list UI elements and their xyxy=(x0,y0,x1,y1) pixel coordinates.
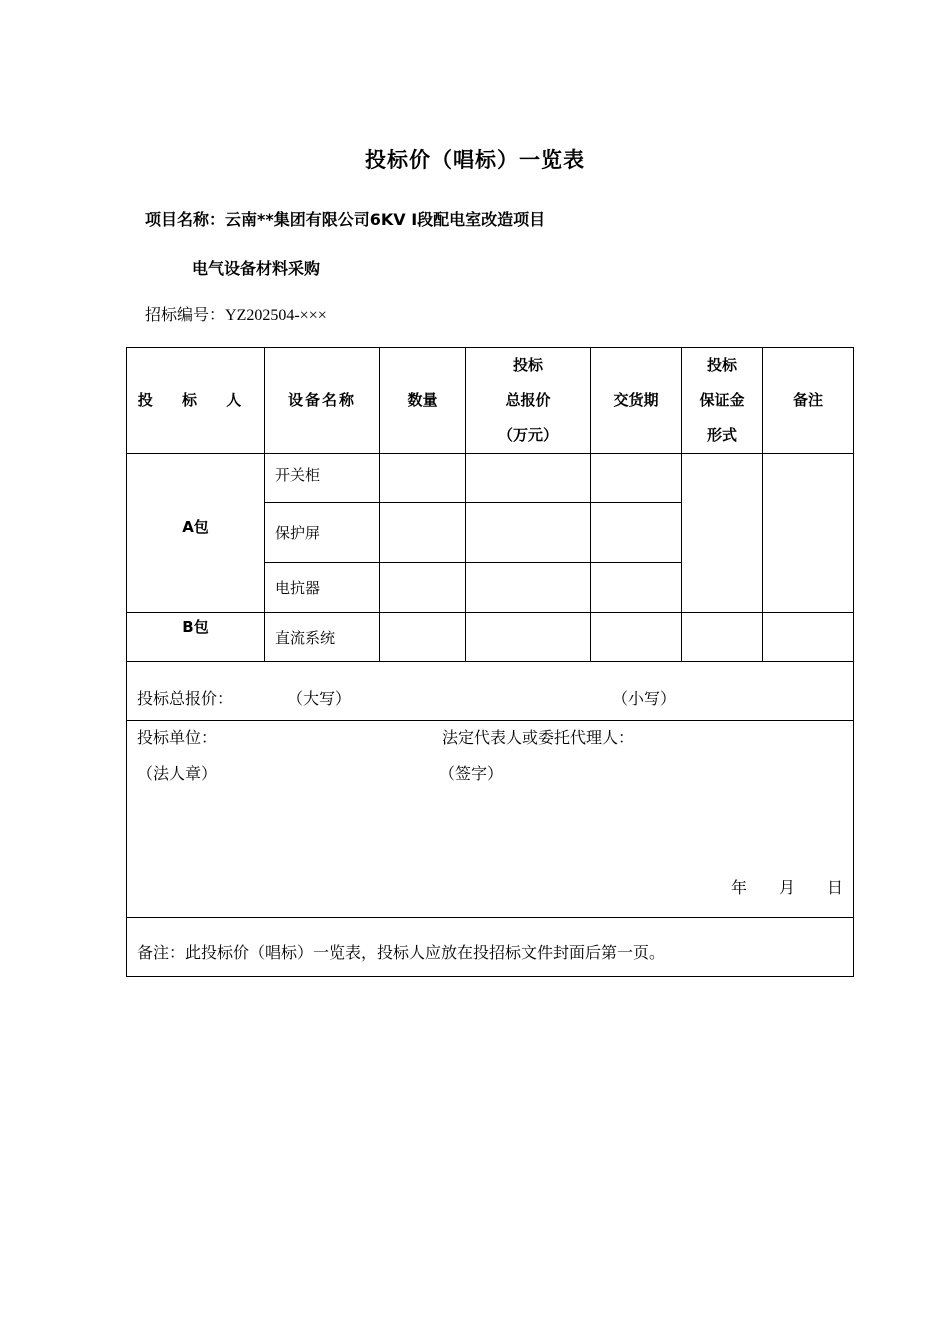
signature-label: （签字） xyxy=(439,764,504,783)
header-price-line1: 投标 xyxy=(512,356,543,374)
bidder-unit-label: 投标单位： xyxy=(137,728,218,747)
delivery-cell xyxy=(591,503,682,563)
date-year: 年 xyxy=(731,878,748,897)
legal-seal: （法人章） xyxy=(137,764,218,783)
quantity-cell xyxy=(380,563,466,613)
price-cell xyxy=(466,503,591,563)
total-price-upper: （大写） xyxy=(287,689,352,708)
price-cell xyxy=(466,563,591,613)
page-title: 投标价（唱标）一览表 xyxy=(365,148,585,172)
table-row xyxy=(127,613,854,662)
signature-cell xyxy=(127,721,854,918)
header-equipment: 设备名称 xyxy=(265,348,380,454)
note-text: 备注：此投标价（唱标）一览表，投标人应放在投招标文件封面后第一页。 xyxy=(137,943,666,962)
item-name: 开关柜 xyxy=(265,454,380,503)
delivery-cell xyxy=(591,613,682,662)
bid-number-label: 招标编号： xyxy=(145,307,226,324)
price-cell xyxy=(466,613,591,662)
header-bidder: 投 标 人 xyxy=(127,348,265,454)
quantity-cell xyxy=(380,503,466,563)
header-price-line3: （万元） xyxy=(497,426,558,444)
header-row xyxy=(127,348,854,454)
header-delivery: 交货期 xyxy=(591,348,682,454)
delivery-cell xyxy=(591,454,682,503)
price-cell xyxy=(466,454,591,503)
table-row xyxy=(127,454,854,503)
header-deposit xyxy=(682,348,763,454)
signature-row xyxy=(127,721,854,918)
total-price-row xyxy=(127,662,854,721)
header-price-line2: 总报价 xyxy=(505,391,551,409)
bid-price-table xyxy=(126,347,854,977)
total-price-cell xyxy=(127,662,854,721)
delivery-cell xyxy=(591,563,682,613)
remarks-cell xyxy=(763,454,854,613)
bid-number-value: YZ202504-××× xyxy=(225,307,327,324)
header-remarks: 备注 xyxy=(763,348,854,454)
remarks-cell xyxy=(763,613,854,662)
deposit-cell xyxy=(682,613,763,662)
header-deposit-line1: 投标 xyxy=(706,356,737,374)
note-cell xyxy=(127,918,854,977)
date-month: 月 xyxy=(779,878,796,897)
quantity-cell xyxy=(380,454,466,503)
package-b: B包 xyxy=(127,613,265,662)
item-name: 电抗器 xyxy=(265,563,380,613)
date-day: 日 xyxy=(827,878,844,897)
item-name: 保护屏 xyxy=(265,503,380,563)
header-deposit-line3: 形式 xyxy=(706,426,737,444)
header-deposit-line2: 保证金 xyxy=(699,391,745,409)
quantity-cell xyxy=(380,613,466,662)
header-quantity: 数量 xyxy=(380,348,466,454)
note-row xyxy=(127,918,854,977)
bid-number xyxy=(145,302,327,325)
project-name-continued: 电气设备材料采购 xyxy=(192,259,321,278)
total-price-lower: （小写） xyxy=(612,689,677,708)
representative-label: 法定代表人或委托代理人： xyxy=(442,728,635,747)
deposit-cell xyxy=(682,454,763,613)
item-name: 直流系统 xyxy=(265,613,380,662)
project-name: 项目名称：云南**集团有限公司6KV Ⅰ段配电室改造项目 xyxy=(145,210,546,229)
header-total-price xyxy=(466,348,591,454)
package-a: A包 xyxy=(127,454,265,613)
total-price-label: 投标总报价： xyxy=(137,689,234,708)
